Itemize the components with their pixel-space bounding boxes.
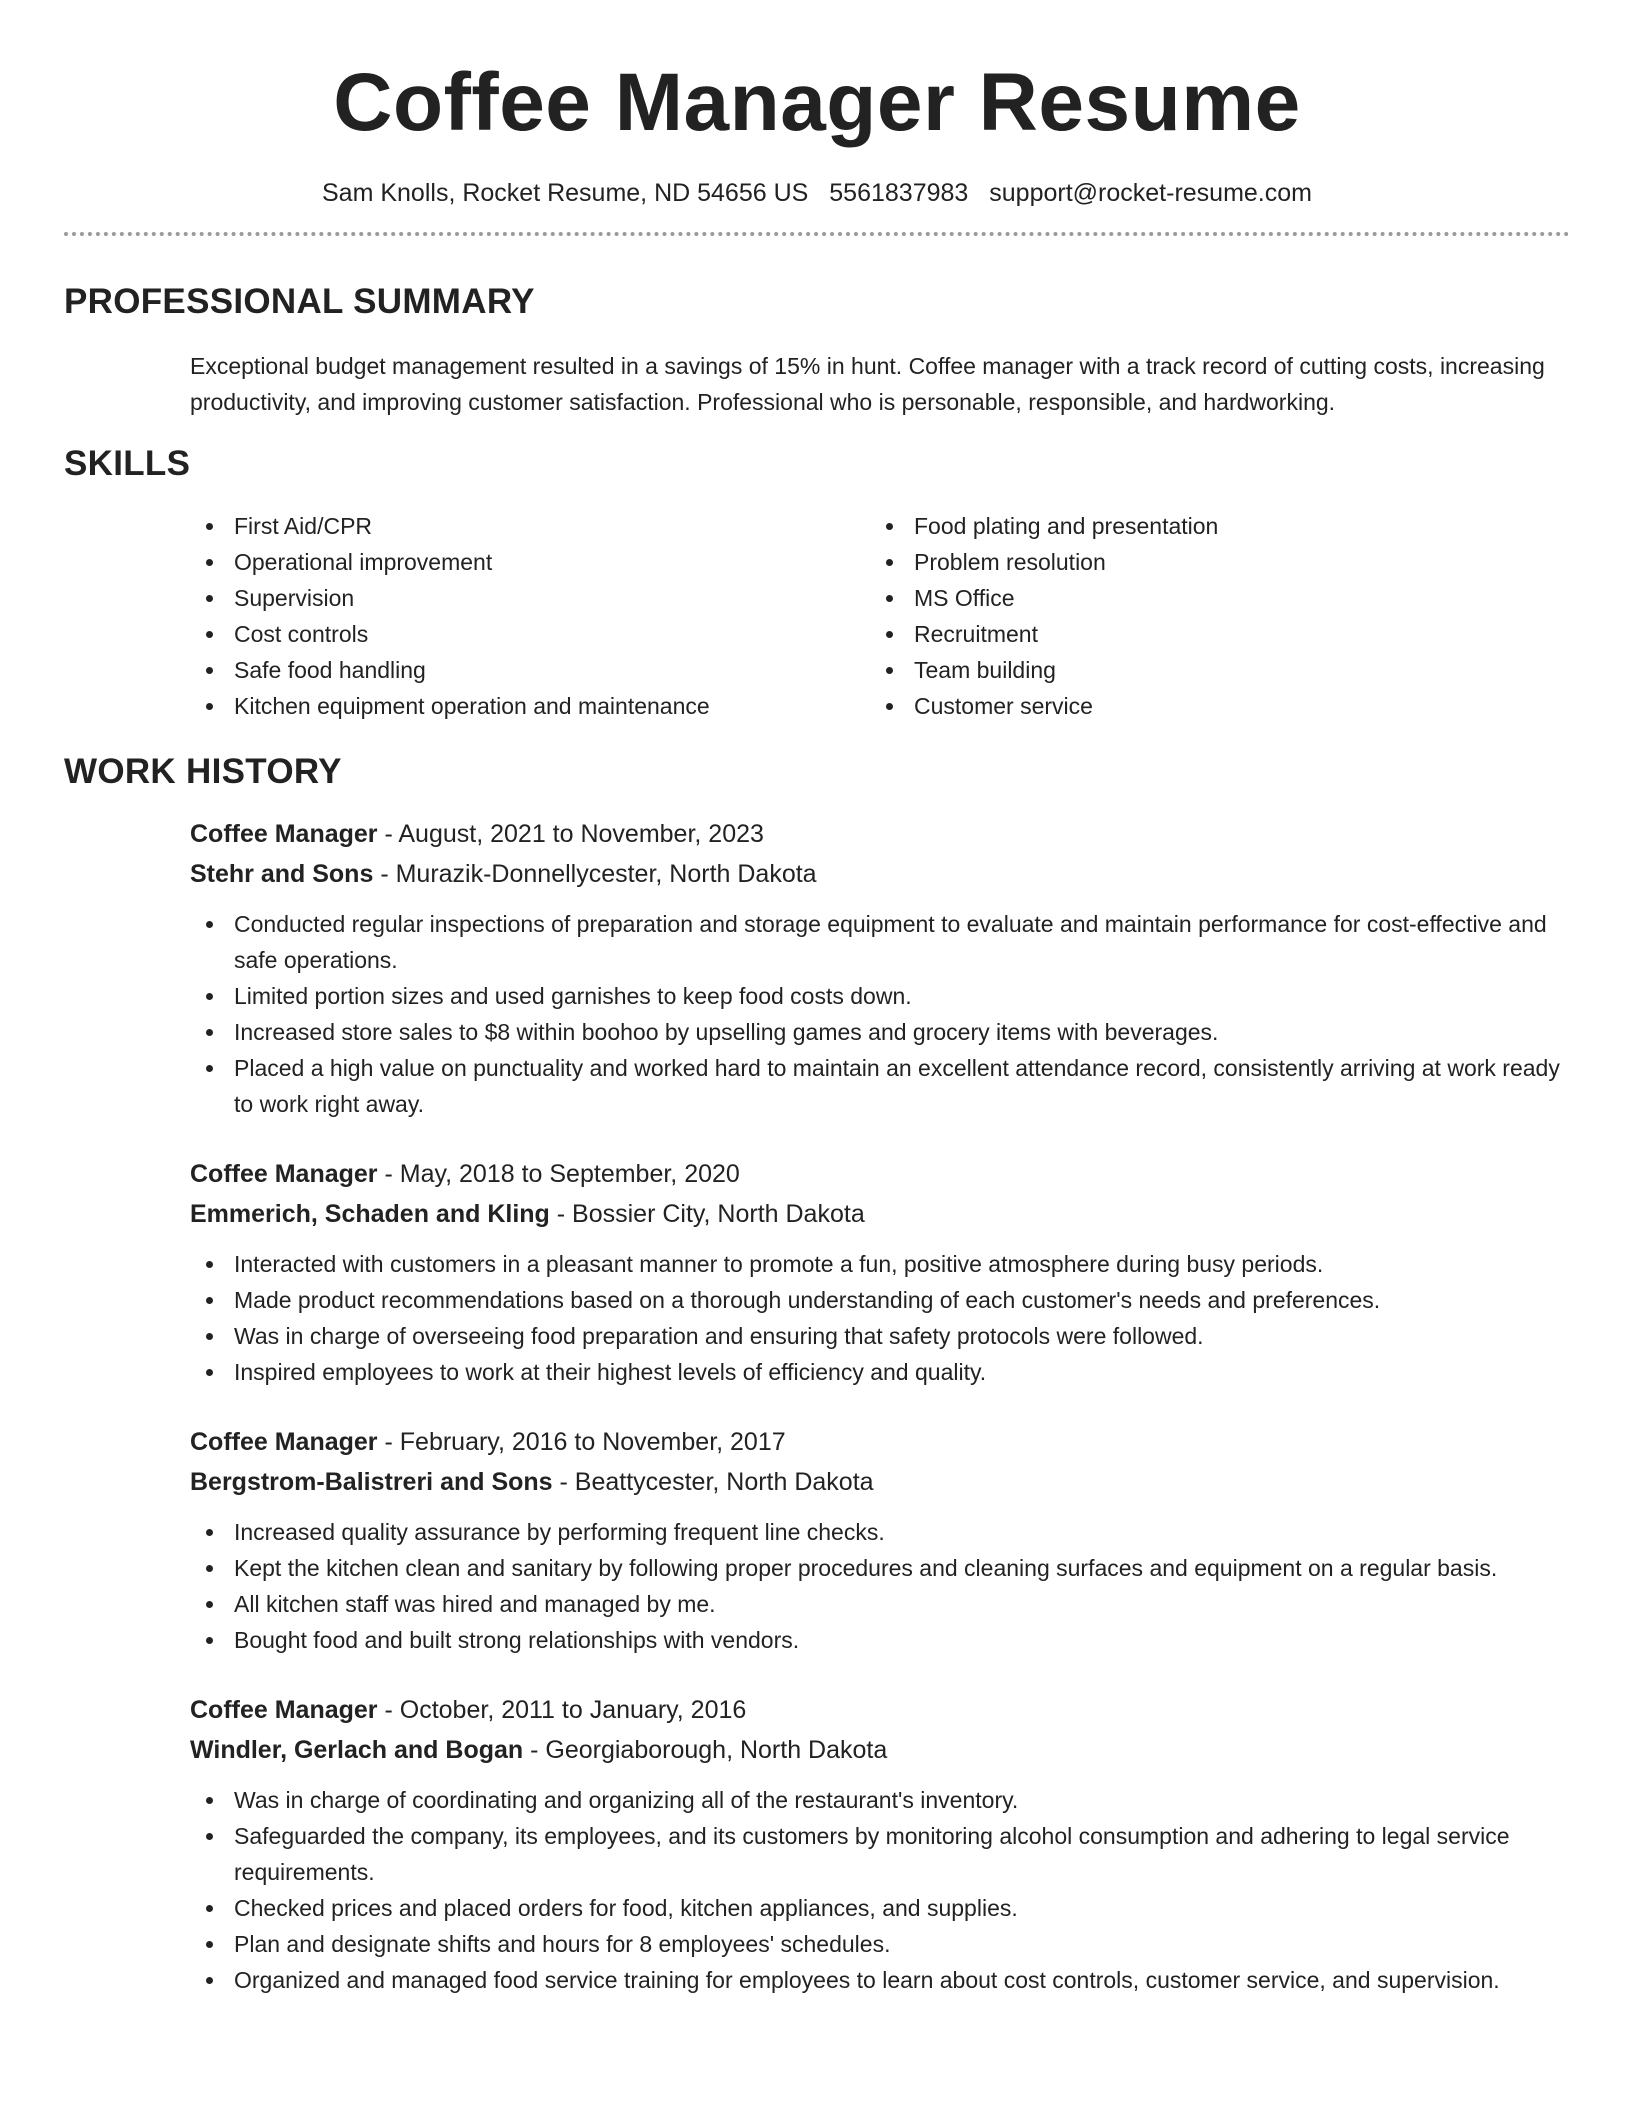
job-bullet: Increased quality assurance by performing frequent line checks.: [190, 1514, 1570, 1550]
job-company: Emmerich, Schaden and Kling: [190, 1200, 550, 1228]
job-entry: [190, 814, 1570, 1122]
summary-text: Exceptional budget management resulted in a savings of 15% in hunt. Coffee manager with a track record of cutting costs, increasing productivity, and improving customer satisfaction. Professional who is personable, responsible, and hardworking.: [190, 353, 1545, 415]
job-title-line: [190, 814, 1570, 854]
job-title: Coffee Manager: [190, 1696, 378, 1724]
job-bullet: Increased store sales to $8 within boohoo by upselling games and grocery items with beverages.: [190, 1014, 1570, 1050]
job-bullet: Checked prices and placed orders for food, kitchen appliances, and supplies.: [190, 1890, 1570, 1926]
contact-phone: 5561837983: [829, 179, 969, 207]
skill-item: Food plating and presentation: [870, 508, 1550, 544]
skills-column-right: [870, 508, 1550, 724]
job-bullets: [190, 906, 1570, 1122]
page-title: Coffee Manager Resume: [333, 57, 1301, 148]
skill-item: Problem resolution: [870, 544, 1550, 580]
skill-item: MS Office: [870, 580, 1550, 616]
skill-item: Customer service: [870, 688, 1550, 724]
job-bullet: Conducted regular inspections of preparation and storage equipment to evaluate and maintain performance for cost-effective and safe operations.: [190, 906, 1570, 978]
job-dates: - August, 2021 to November, 2023: [377, 820, 764, 848]
job-location: - Georgiaborough, North Dakota: [523, 1736, 888, 1764]
header-divider: [64, 232, 1570, 236]
job-bullet: Safeguarded the company, its employees, and its customers by monitoring alcohol consumption and adhering to legal service requirements.: [190, 1818, 1570, 1890]
resume-page: [64, 0, 1570, 1998]
job-title-line: [190, 1422, 1570, 1462]
job-entry: [190, 1154, 1570, 1390]
job-bullet: Limited portion sizes and used garnishes to keep food costs down.: [190, 978, 1570, 1014]
skill-item: Supervision: [190, 580, 870, 616]
job-bullets: [190, 1246, 1570, 1390]
skill-item: Team building: [870, 652, 1550, 688]
job-bullets: [190, 1782, 1570, 1998]
skill-item: Kitchen equipment operation and maintenance: [190, 688, 870, 724]
job-company-line: [190, 854, 1570, 894]
work-history-heading: WORK HISTORY: [64, 752, 342, 791]
job-bullet: Inspired employees to work at their highest levels of efficiency and quality.: [190, 1354, 1570, 1390]
job-company-line: [190, 1462, 1570, 1502]
job-location: - Beattycester, North Dakota: [552, 1468, 874, 1496]
skill-item: Cost controls: [190, 616, 870, 652]
skill-item: Operational improvement: [190, 544, 870, 580]
skills-column-left: [190, 508, 870, 724]
job-title: Coffee Manager: [190, 1160, 378, 1188]
job-bullet: Organized and managed food service training for employees to learn about cost controls, customer service, and supervision.: [190, 1962, 1570, 1998]
job-company-line: [190, 1730, 1570, 1770]
job-title-line: [190, 1154, 1570, 1194]
skill-item: First Aid/CPR: [190, 508, 870, 544]
job-location: - Murazik-Donnellycester, North Dakota: [373, 860, 817, 888]
contact-line: [64, 178, 1570, 208]
job-entry: [190, 1422, 1570, 1658]
skills-grid: [190, 508, 1570, 724]
job-title: Coffee Manager: [190, 820, 378, 848]
job-bullet: Made product recommendations based on a thorough understanding of each customer's needs and preferences.: [190, 1282, 1570, 1318]
job-bullet: Bought food and built strong relationships with vendors.: [190, 1622, 1570, 1658]
job-bullet: Kept the kitchen clean and sanitary by following proper procedures and cleaning surfaces and equipment on a regular basis.: [190, 1550, 1570, 1586]
job-dates: - February, 2016 to November, 2017: [377, 1428, 786, 1456]
job-bullet: Plan and designate shifts and hours for 8 employees' schedules.: [190, 1926, 1570, 1962]
job-company-line: [190, 1194, 1570, 1234]
job-bullet: Was in charge of overseeing food preparation and ensuring that safety protocols were followed.: [190, 1318, 1570, 1354]
contact-email: support@rocket-resume.com: [989, 179, 1312, 207]
skill-item: Recruitment: [870, 616, 1550, 652]
skills-heading: SKILLS: [64, 444, 191, 483]
job-location: - Bossier City, North Dakota: [549, 1200, 865, 1228]
job-bullet: All kitchen staff was hired and managed by me.: [190, 1586, 1570, 1622]
job-entry: [190, 1690, 1570, 1998]
job-dates: - May, 2018 to September, 2020: [377, 1160, 740, 1188]
contact-address: Sam Knolls, Rocket Resume, ND 54656 US: [322, 179, 809, 207]
summary-heading: PROFESSIONAL SUMMARY: [64, 282, 535, 321]
job-bullets: [190, 1514, 1570, 1658]
job-bullet: Was in charge of coordinating and organizing all of the restaurant's inventory.: [190, 1782, 1570, 1818]
job-bullet: Interacted with customers in a pleasant manner to promote a fun, positive atmosphere during busy periods.: [190, 1246, 1570, 1282]
job-company: Stehr and Sons: [190, 860, 374, 888]
job-dates: - October, 2011 to January, 2016: [377, 1696, 747, 1724]
job-company: Windler, Gerlach and Bogan: [190, 1736, 524, 1764]
job-company: Bergstrom-Balistreri and Sons: [190, 1468, 553, 1496]
skill-item: Safe food handling: [190, 652, 870, 688]
job-bullet: Placed a high value on punctuality and worked hard to maintain an excellent attendance record, consistently arriving at work ready to work right away.: [190, 1050, 1570, 1122]
job-title-line: [190, 1690, 1570, 1730]
job-title: Coffee Manager: [190, 1428, 378, 1456]
